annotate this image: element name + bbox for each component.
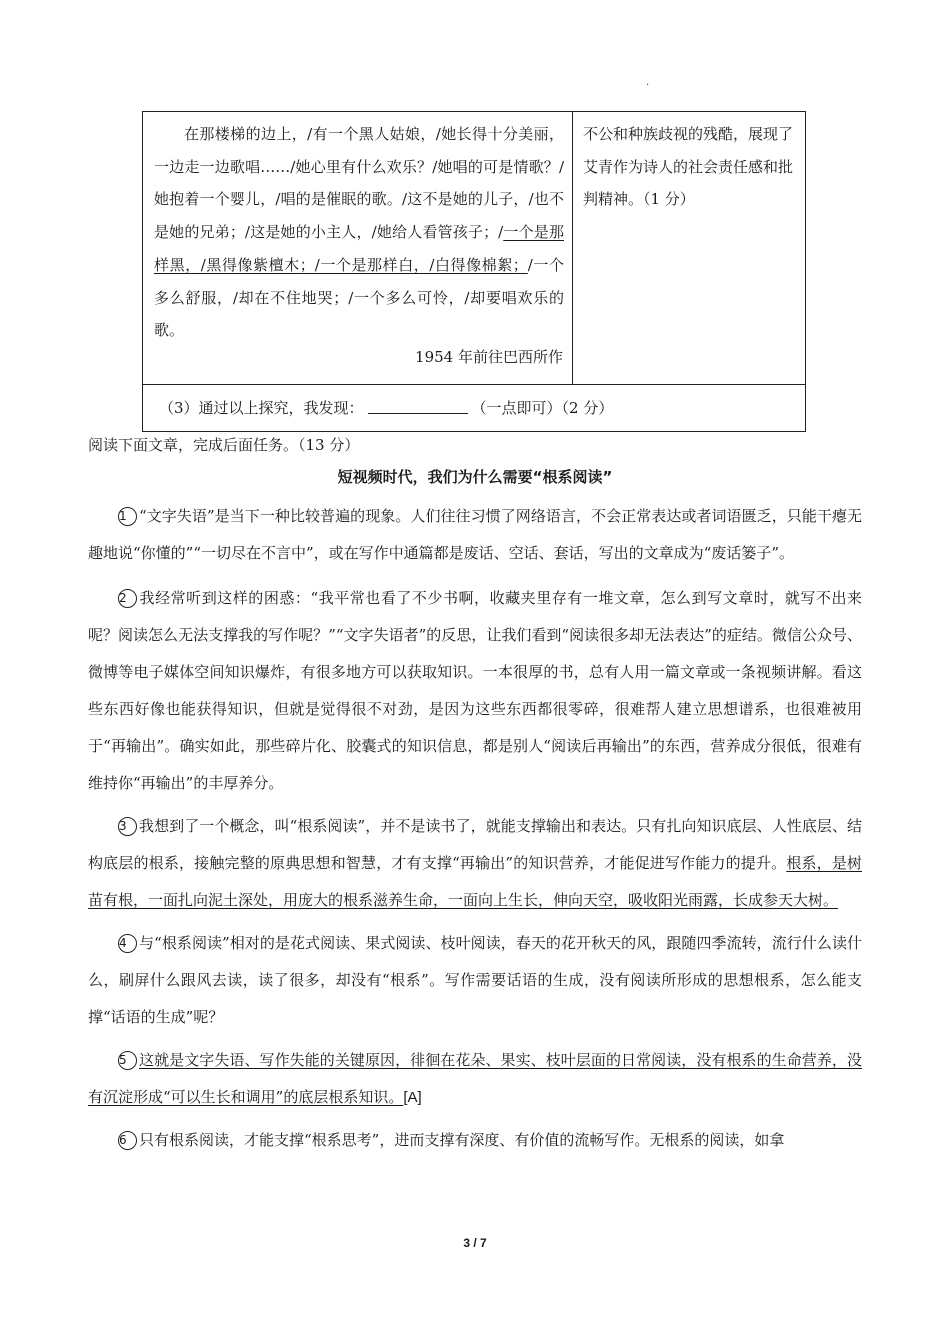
paragraph-number: 6: [118, 1131, 137, 1150]
paragraph-text: 我经常听到这样的困惑：“我平常也看了不少书啊，收藏夹里存有一堆文章，怎么到写文章时，就写不出来呢？阅读怎么无法支撑我的写作呢？”“文字失语者”的反思，让我们看到“阅读很多却无法表达”的症结。微信公众号、微博等电子媒体空间知识爆炸，有很多地方可以获取知识。一本很厚的书，总有人用一篇文章或一条视频讲解。看这些东西好像也能获得知识，但就是觉得很不对劲，是因为这些东西都很零碎，很难帮人建立思想谱系，也很难被用于“再输出”。确实如此，那些碎片化、胶囊式的知识信息，都是别人“阅读后再输出”的东西，营养成分很低，很难有维持你“再输出”的丰厚养分。: [88, 589, 862, 792]
paragraph-text: 我想到了一个概念，叫“根系阅读”，并不是读书了，就能支撑输出和表达。只有扎向知识底层、人性底层、结构底层的根系，接触完整的原典思想和智慧，才有支撑“再输出”的知识营养，才能促进写作能力的提升。: [88, 817, 862, 872]
paragraph-1: [88, 498, 862, 572]
poem-tail: /一个多么舒服，/却在不住地哭；/一个多么可怜，/却要唱欢乐的歌。: [154, 255, 564, 340]
paragraph-text: 与“根系阅读”相对的是花式阅读、果式阅读、枝叶阅读，春天的花开秋天的风，跟随四季流转，流行什么读什么，刷屏什么跟风去读，读了很多，却没有“根系”。写作需要话语的生成，没有阅读所形成的思想根系，怎么能支撑“话语的生成”呢？: [88, 934, 862, 1026]
page-number: 3 / 7: [463, 1236, 487, 1250]
paragraph-6: [88, 1122, 862, 1159]
paragraph-number: 1: [118, 507, 137, 526]
question-3-suffix: （一点即可）（2 分）: [471, 399, 614, 417]
paragraph-number: 4: [118, 934, 137, 953]
question-3: [159, 397, 613, 418]
paragraph-underlined: 根系，是树苗有根，一面扎向泥土深处，用庞大的根系滋养生命，一面向上生长，伸向天空，吸收阳光雨露，长成参天大树。: [88, 854, 862, 909]
paragraph-2: [88, 580, 862, 802]
paragraph-text: 只有根系阅读，才能支撑“根系思考”，进而支撑有深度、有价值的流畅写作。无根系的阅读，如拿: [139, 1131, 785, 1149]
paragraph-underlined: 这就是文字失语、写作失能的关键原因，徘徊在花朵、果实、枝叶层面的日常阅读，没有根系的生命营养，没有沉淀形成“可以生长和调用”的底层根系知识。: [88, 1051, 862, 1106]
question-3-prefix: （3）通过以上探究，我发现：: [159, 399, 364, 417]
paragraph-5: [88, 1042, 862, 1116]
paragraph-number: 3: [118, 817, 137, 836]
poem-underlined: 一个是那样黑，/黑得像紫檀木；/一个是那样白，/白得像棉絮；: [154, 223, 564, 274]
paragraph-3: [88, 808, 862, 919]
article-body: [88, 498, 862, 1159]
question-3-cell: [143, 385, 805, 431]
paragraph-4: [88, 925, 862, 1036]
poem-signature: 1954 年前往巴西所作: [415, 348, 563, 366]
annotation-marker: [A]: [403, 1089, 422, 1106]
poem-cell: [143, 112, 573, 385]
comment-text: 不公和种族歧视的残酷，展现了艾青作为诗人的社会责任感和批判精神。（1 分）: [583, 125, 794, 209]
paragraph-number: 2: [118, 589, 137, 608]
header-mark: .: [646, 77, 650, 88]
reading-instruction: 阅读下面文章，完成后面任务。（13 分）: [88, 436, 360, 454]
answer-blank[interactable]: [368, 399, 468, 414]
article-title: 短视频时代，我们为什么需要“根系阅读”: [337, 468, 613, 486]
poem-main: 在那楼梯的边上，/有一个黑人姑娘，/她长得十分美丽，一边走一边歌唱……/她心里有什么欢乐？/她唱的可是情歌？/她抱着一个婴儿，/唱的是催眠的歌。/这不是她的儿子，/也不是她的兄弟；/这是她的小主人，/她给人看管孩子；/: [154, 125, 564, 242]
comment-cell: [573, 112, 805, 385]
poem-text: [154, 118, 564, 347]
paragraph-number: 5: [118, 1051, 137, 1070]
paragraph-text: “文字失语”是当下一种比较普遍的现象。人们往往习惯了网络语言，不会正常表达或者词语匮乏，只能干瘪无趣地说“你懂的”“一切尽在不言中”，或在写作中通篇都是废话、空话、套话，写出的文章成为“废话篓子”。: [88, 507, 862, 562]
inquiry-table: [142, 111, 806, 432]
